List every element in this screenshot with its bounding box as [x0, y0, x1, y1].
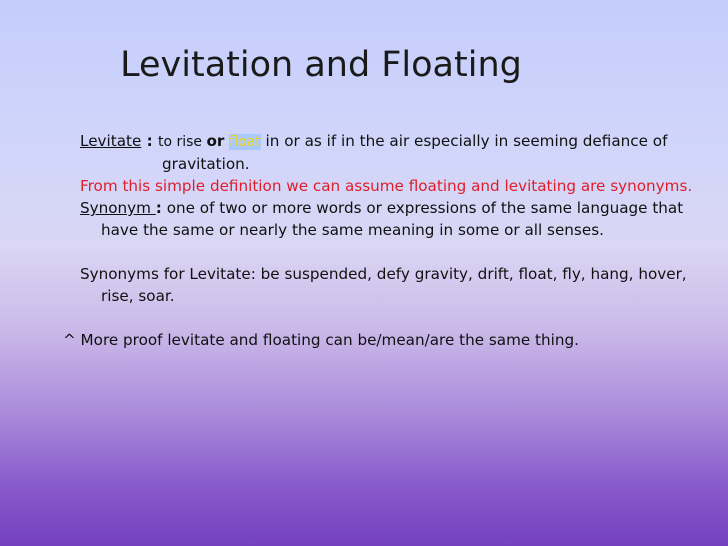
- slide-title: [0, 44, 728, 86]
- slide-title-text: Levitation and Floating: [120, 45, 522, 85]
- term-levitate: Levitate: [80, 132, 142, 150]
- levitate-def-part-b: in or as if in the air especially in seeming defiance of gravitation.: [162, 132, 668, 173]
- synonym-colon: :: [155, 199, 162, 217]
- spacer: [80, 241, 720, 263]
- levitate-colon: :: [141, 132, 158, 150]
- slide-body: [63, 130, 720, 351]
- assumption-text: From this simple definition we can assume floating and levitating are synonyms.: [80, 177, 693, 195]
- levitate-definition: [80, 130, 720, 175]
- proof-text: ^ More proof levitate and floating can be/mean/are the same thing.: [63, 331, 579, 349]
- float-highlight: float: [229, 134, 261, 150]
- levitate-def-part-a: to rise: [157, 134, 207, 150]
- term-synonym: Synonym: [80, 199, 156, 217]
- or-word: or: [206, 132, 225, 150]
- synonym-definition: [80, 197, 720, 241]
- synonym-def-text: one of two or more words or expressions of the same language that have the same or nearly the same meaning in some or all senses.: [101, 199, 684, 239]
- spacer: [80, 307, 720, 329]
- synonyms-list: Synonyms for Levitate: be suspended, defy gravity, drift, float, fly, hang, hover, rise, soar.: [80, 265, 687, 305]
